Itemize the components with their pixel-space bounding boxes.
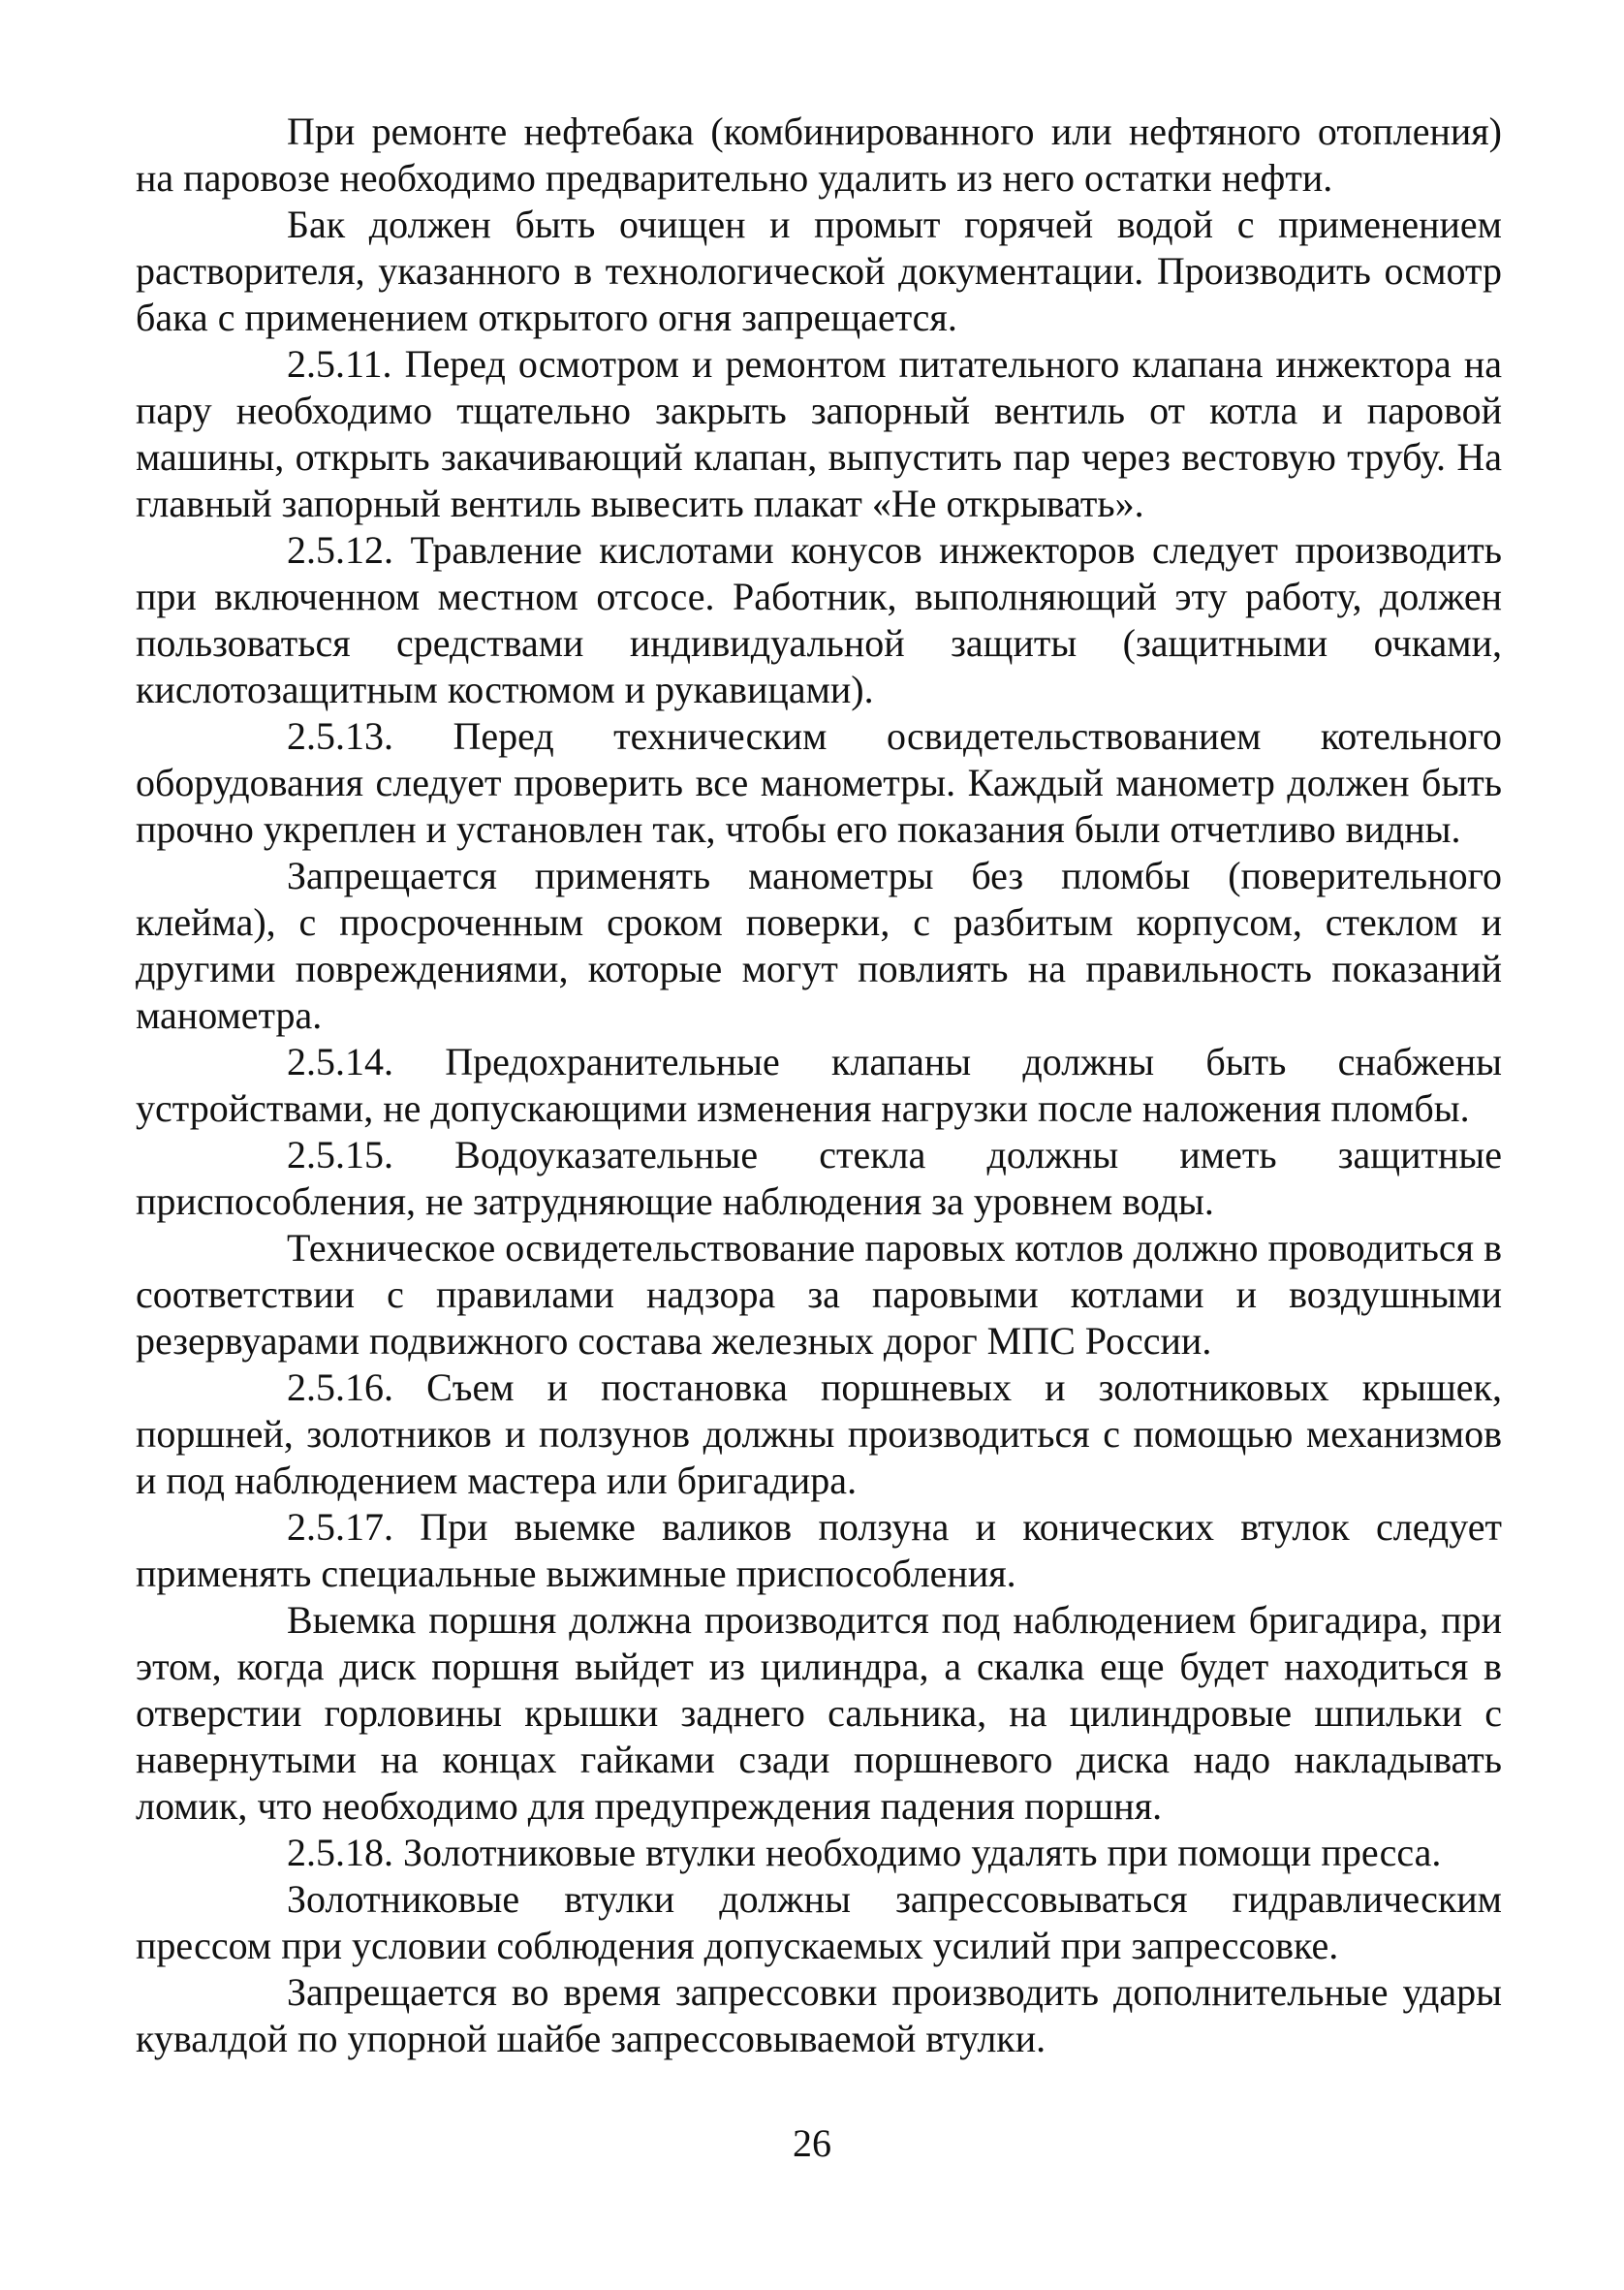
paragraph-2-5-18: 2.5.18. Золотниковые втулки необходимо удалять при помощи пресса.	[287, 1831, 1442, 1874]
paragraph-boiler-inspection: Техническое освидетельствование паровых котлов должно проводиться в соответствии с правилами надзора за паровыми котлами и воздушными резервуарами подвижного состава железных дорог МПС России.	[136, 1226, 1502, 1363]
paragraph-piston-removal: Выемка поршня должна производится под наблюдением бригадира, при этом, когда диск поршня выйдет из цилиндра, а скалка еще будет находиться в отверстии горловины крышки заднего сальника, на цилиндровые шпильки с навернутыми на концах гайками сзади поршневого диска надо накладывать ломик, что необходимо для предупреждения падения поршня.	[136, 1598, 1502, 1828]
page-number: 26	[793, 2121, 831, 2165]
paragraph-manometer-prohibition: Запрещается применять манометры без пломбы (поверительного клейма), с просроченным сроком поверки, с разбитым корпусом, стеклом и другими повреждениями, которые могут повлиять на правильность показаний манометра.	[136, 854, 1502, 1037]
paragraph-2-5-13: 2.5.13. Перед техническим освидетельствованием котельного оборудования следует проверить все манометры. Каждый манометр должен быть прочно укреплен и установлен так, чтобы его показания были отчетливо видны.	[136, 714, 1502, 851]
paragraph-2-5-16: 2.5.16. Съем и постановка поршневых и золотниковых крышек, поршней, золотников и ползунов должны производиться с помощью механизмов и под наблюдением мастера или бригадира.	[136, 1365, 1502, 1502]
paragraph-fuel-tank-repair: При ремонте нефтебака (комбинированного или нефтяного отопления) на паровозе необходимо предварительно удалить из него остатки нефти.	[136, 110, 1502, 200]
paragraph-tank-cleaning: Бак должен быть очищен и промыт горячей водой с применением растворителя, указанного в технологической документации. Производить осмотр бака с применением открытого огня запрещается.	[136, 203, 1502, 339]
paragraph-2-5-15: 2.5.15. Водоуказательные стекла должны иметь защитные приспособления, не затрудняющие наблюдения за уровнем воды.	[136, 1133, 1502, 1223]
paragraph-2-5-17: 2.5.17. При выемке валиков ползуна и конических втулок следует применять специальные выжимные приспособления.	[136, 1505, 1502, 1595]
paragraph-pressing-prohibition: Запрещается во время запрессовки производить дополнительные удары кувалдой по упорной шайбе запрессовываемой втулки.	[136, 1970, 1502, 2060]
paragraph-2-5-14: 2.5.14. Предохранительные клапаны должны быть снабжены устройствами, не допускающими изменения нагрузки после наложения пломбы.	[136, 1040, 1502, 1130]
paragraph-2-5-12: 2.5.12. Травление кислотами конусов инжекторов следует производить при включенном местном отсосе. Работник, выполняющий эту работу, должен пользоваться средствами индивидуальной защиты (защитными очками, кислотозащитным костюмом и рукавицами).	[136, 528, 1502, 711]
paragraph-sleeve-pressing: Золотниковые втулки должны запрессовываться гидравлическим прессом при условии соблюдения допускаемых усилий при запрессовке.	[136, 1877, 1502, 1967]
paragraph-2-5-11: 2.5.11. Перед осмотром и ремонтом питательного клапана инжектора на пару необходимо тщательно закрыть запорный вентиль от котла и паровой машины, открыть закачивающий клапан, выпустить пар через вестовую трубу. На главный запорный вентиль вывесить плакат «Не открывать».	[136, 342, 1502, 525]
body-text	[136, 109, 1502, 2062]
